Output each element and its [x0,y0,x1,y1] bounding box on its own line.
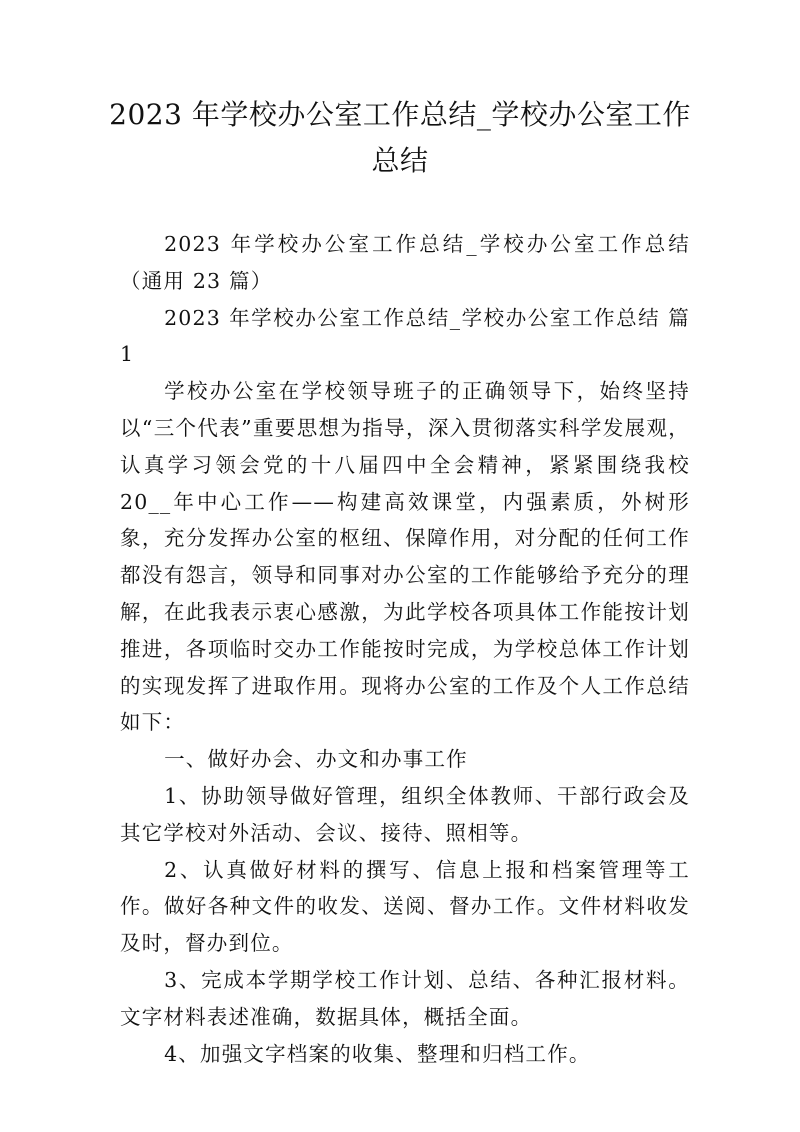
document-body [120,226,690,1072]
paragraph-item-1: 1、协助领导做好管理，组织全体教师、干部行政会及其它学校对外活动、会议、接待、照相等。 [120,783,690,845]
paragraph-subtitle: 2023 年学校办公室工作总结_学校办公室工作总结（通用 23 篇） [120,232,690,293]
paragraph-heading-1: 一、做好办会、办文和办事工作 [164,747,468,772]
document-title: 2023 年学校办公室工作总结_学校办公室工作总结 [109,98,691,177]
paragraph-item-2: 2、认真做好材料的撰写、信息上报和档案管理等工作。做好各种文件的收发、送阅、督办工作。文件材料收发及时，督办到位。 [120,857,690,956]
paragraph-intro: 学校办公室在学校领导班子的正确领导下，始终坚持以“三个代表”重要思想为指导，深入贯彻落实科学发展观，认真学习领会党的十八届四中全会精神，紧紧围绕我校 20__年中心工作——构建高效课堂，内强素质，外树形象，充分发挥办公室的枢纽、保障作用，对分配的任何工作都没有怨言，领导和同事对办公室的工作能够给予充分的理解，在此我表示衷心感激，为此学校各项具体工作能按计划推进，各项临时交办工作能按时完成，为学校总体工作计划的实现发挥了进取作用。现将办公室的工作及个人工作总结如下： [120,379,690,735]
paragraph-section-heading: 2023 年学校办公室工作总结_学校办公室工作总结 篇 1 [120,305,690,367]
paragraph-item-4: 4、加强文字档案的收集、整理和归档工作。 [164,1041,591,1066]
paragraph-item-3: 3、完成本学期学校工作计划、总结、各种汇报材料。文字材料表述准确，数据具体，概括全面。 [120,967,690,1029]
